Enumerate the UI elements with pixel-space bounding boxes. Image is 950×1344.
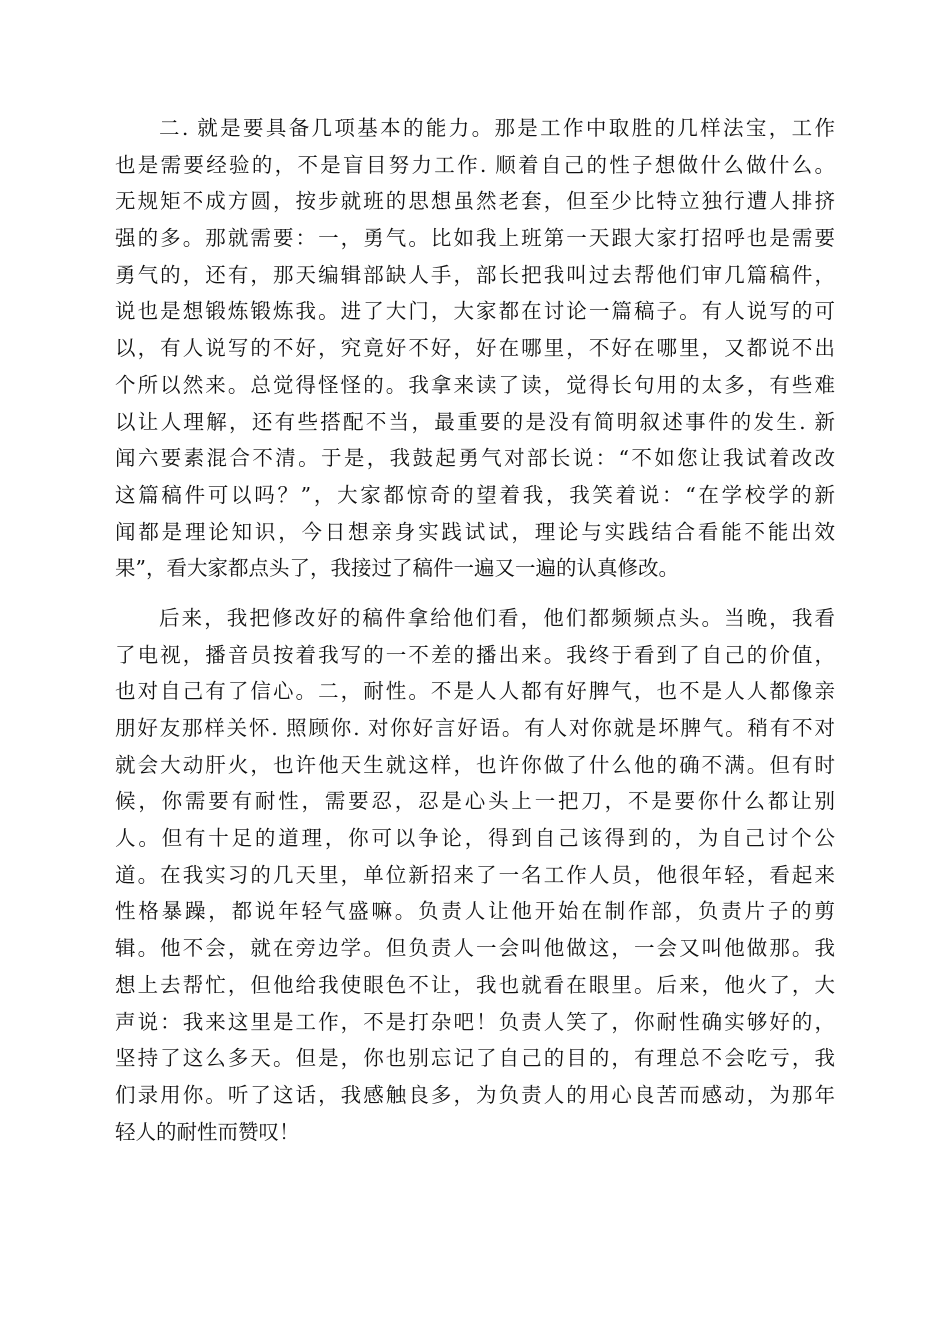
paragraph-line: 后来，我把修改好的稿件拿给他们看，他们都频频点头。当晚，我看 — [159, 605, 835, 630]
paragraph-line: 了电视，播音员按着我写的一不差的播出来。我终于看到了自己的价值， — [115, 642, 835, 667]
paragraph-line: 强的多。那就需要：一，勇气。比如我上班第一天跟大家打招呼也是需要 — [115, 226, 835, 251]
paragraph-line: 轻人的耐性而赞叹！ — [115, 1119, 300, 1144]
paragraph-line: 果”，看大家都点头了，我接过了稿件一遍又一遍的认真修改。 — [115, 556, 679, 581]
paragraph-line: 也对自己有了信心。二，耐性。不是人人都有好脾气，也不是人人都像亲 — [115, 679, 835, 704]
paragraph-line: 道。在我实习的几天里，单位新招来了一名工作人员，他很年轻，看起来 — [115, 862, 835, 887]
paragraph-line: 勇气的，还有，那天编辑部缺人手，部长把我叫过去帮他们审几篇稿件， — [115, 262, 835, 287]
paragraph-line: 以让人理解，还有些搭配不当，最重要的是没有简明叙述事件的发生. 新 — [115, 409, 835, 434]
paragraph-line: 候，你需要有耐性，需要忍，忍是心头上一把刀，不是要你什么都让别 — [115, 789, 835, 814]
document-body — [115, 110, 835, 1150]
paragraph-line: 闻六要素混合不清。于是，我鼓起勇气对部长说：“不如您让我试着改改 — [115, 446, 835, 471]
paragraph-line: 以，有人说写的不好，究竟好不好，好在哪里，不好在哪里，又都说不出 — [115, 336, 835, 361]
paragraph-2 — [115, 600, 835, 1150]
paragraph-line: 个所以然来。总觉得怪怪的。我拿来读了读，觉得长句用的太多，有些难 — [115, 372, 835, 397]
paragraph-1 — [115, 110, 835, 587]
paragraph-line: 坚持了这么多天。但是，你也别忘记了自己的目的，有理总不会吃亏，我 — [115, 1046, 835, 1071]
paragraph-line: 辑。他不会，就在旁边学。但负责人一会叫他做这，一会又叫他做那。我 — [115, 936, 835, 961]
paragraph-line: 二. 就是要具备几项基本的能力。那是工作中取胜的几样法宝，工作 — [159, 116, 835, 140]
paragraph-line: 这篇稿件可以吗？”，大家都惊奇的望着我，我笑着说：“在学校学的新 — [115, 482, 835, 507]
paragraph-line: 声说：我来这里是工作，不是打杂吧！负责人笑了，你耐性确实够好的， — [115, 1009, 835, 1034]
paragraph-line: 闻都是理论知识，今日想亲身实践试试，理论与实践结合看能不能出效 — [115, 519, 835, 544]
paragraph-line: 们录用你。听了这话，我感触良多，为负责人的用心良苦而感动，为那年 — [115, 1082, 835, 1107]
paragraph-line: 也是需要经验的，不是盲目努力工作. 顺着自己的性子想做什么做什么。 — [115, 152, 835, 177]
paragraph-spacer — [115, 587, 835, 600]
paragraph-line: 说也是想锻炼锻炼我。进了大门，大家都在讨论一篇稿子。有人说写的可 — [115, 299, 835, 324]
paragraph-line: 无规矩不成方圆，按步就班的思想虽然老套，但至少比特立独行遭人排挤 — [115, 189, 835, 214]
paragraph-line: 性格暴躁，都说年轻气盛嘛。负责人让他开始在制作部，负责片子的剪 — [115, 899, 835, 924]
paragraph-line: 想上去帮忙，但他给我使眼色不让，我也就看在眼里。后来，他火了，大 — [115, 972, 835, 997]
paragraph-line: 朋好友那样关怀. 照顾你. 对你好言好语。有人对你就是坏脾气。稍有不对 — [115, 716, 835, 740]
paragraph-line: 就会大动肝火，也许他天生就这样，也许你做了什么他的确不满。但有时 — [115, 752, 835, 777]
paragraph-line: 人。但有十足的道理，你可以争论，得到自己该得到的，为自己讨个公 — [115, 826, 835, 851]
